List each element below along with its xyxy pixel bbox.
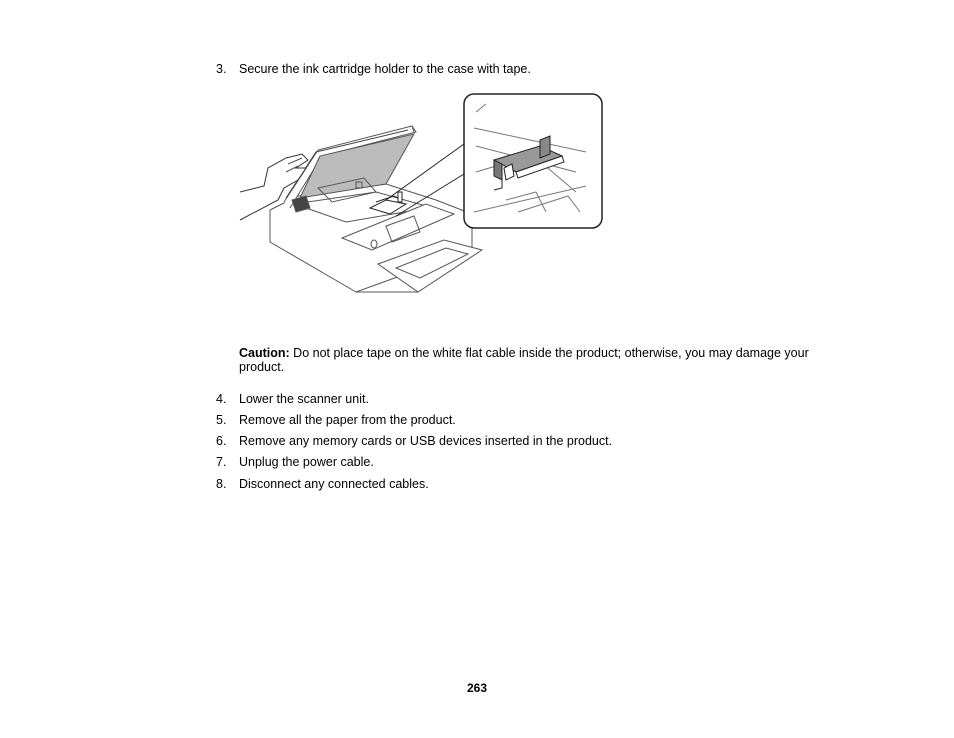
caution-note bbox=[239, 346, 819, 374]
step-text: Remove all the paper from the product. bbox=[239, 413, 456, 427]
step-text: Secure the ink cartridge holder to the case with tape. bbox=[239, 62, 531, 76]
step-number: 6. bbox=[216, 434, 227, 448]
caution-label: Caution: bbox=[239, 346, 290, 360]
step-6 bbox=[216, 434, 612, 449]
step-5 bbox=[216, 413, 456, 428]
step-3 bbox=[216, 62, 531, 77]
step-number: 4. bbox=[216, 392, 227, 406]
caution-text: Do not place tape on the white flat cable inside the product; otherwise, you may damage your product. bbox=[239, 346, 809, 374]
step-text: Remove any memory cards or USB devices inserted in the product. bbox=[239, 434, 613, 448]
step-7 bbox=[216, 455, 374, 470]
printer-tape-illustration bbox=[236, 92, 606, 300]
step-text: Disconnect any connected cables. bbox=[239, 477, 429, 491]
step-number: 3. bbox=[216, 62, 227, 76]
step-number: 8. bbox=[216, 477, 227, 491]
step-4 bbox=[216, 392, 369, 407]
step-8 bbox=[216, 477, 429, 492]
step-text: Lower the scanner unit. bbox=[239, 392, 369, 406]
page-number: 263 bbox=[466, 681, 488, 695]
inset-detail bbox=[464, 94, 602, 228]
step-text: Unplug the power cable. bbox=[239, 455, 374, 469]
step-number: 5. bbox=[216, 413, 227, 427]
step-number: 7. bbox=[216, 455, 227, 469]
